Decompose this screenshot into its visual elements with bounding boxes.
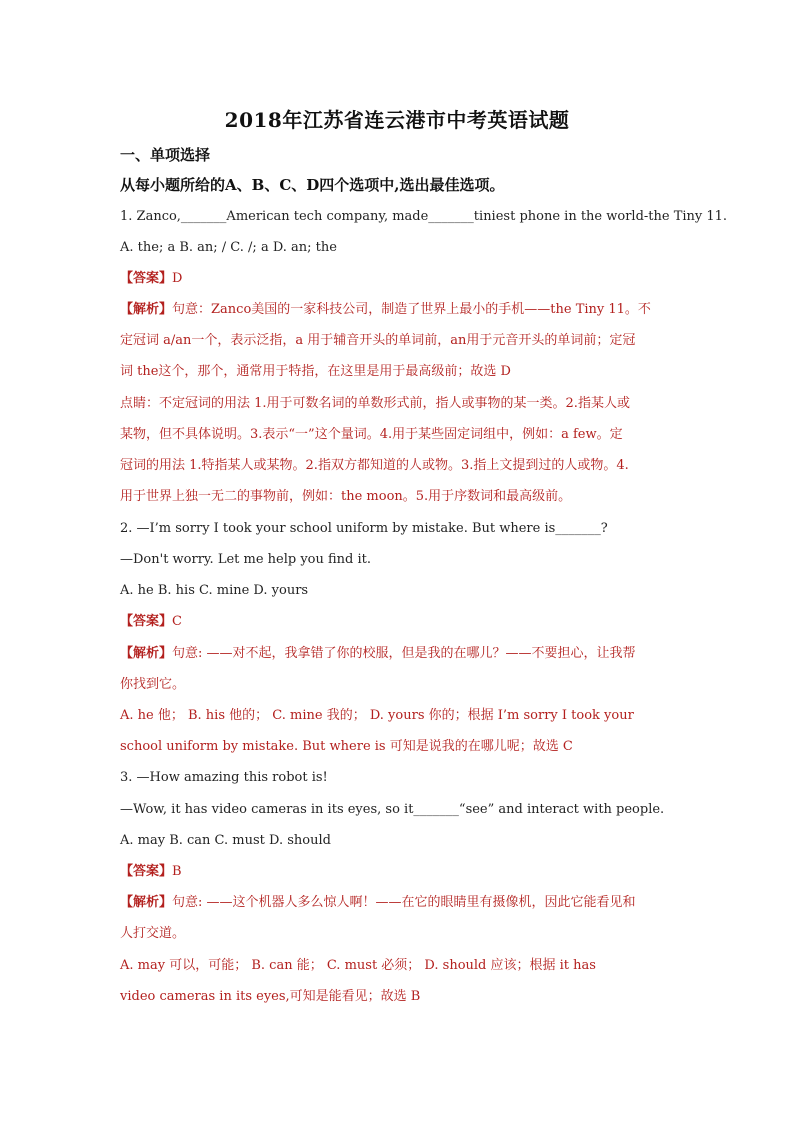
question-1-analysis-line xyxy=(120,301,651,319)
analysis-text: 句意：Zanco美国的一家科技公司，制造了世界上最小的手机——the Tiny 11。不 xyxy=(172,302,651,317)
question-1-note-line: 冠词的用法 1.特指某人或某物。2.指双方都知道的人或物。3.指上文提到过的人或物。4. xyxy=(120,458,629,473)
question-3-options: A. may B. can C. must D. should xyxy=(120,833,331,848)
document-title: 2018年江苏省连云港市中考英语试题 xyxy=(224,108,570,132)
question-3-analysis-line: A. may 可以，可能； B. can 能； C. must 必须； D. should 应该；根据 it has xyxy=(120,958,596,973)
answer-value: B xyxy=(172,864,182,879)
question-3-analysis-line: video cameras in its eyes,可知是能看见；故选 B xyxy=(120,989,421,1004)
answer-value: C xyxy=(172,614,182,629)
question-2-answer xyxy=(120,613,182,631)
analysis-tag: 【解析】 xyxy=(120,302,173,317)
question-3-stem: 3. —How amazing this robot is! xyxy=(120,770,328,785)
analysis-text: 句意: ——对不起，我拿错了你的校服，但是我的在哪儿？——不要担心，让我帮 xyxy=(172,646,636,661)
question-1-note-line: 某物，但不具体说明。3.表示“一”这个量词。4.用于某些固定词组中，例如：a few。定 xyxy=(120,427,623,442)
question-1-stem: 1. Zanco,_______American tech company, made_______tiniest phone in the world-the Tiny 11. xyxy=(120,209,728,224)
answer-tag: 【答案】 xyxy=(120,864,173,879)
question-1-note-line: 用于世界上独一无二的事物前，例如：the moon。5.用于序数词和最高级前。 xyxy=(120,489,572,504)
answer-value: D xyxy=(172,271,183,286)
question-1-options: A. the; a B. an; / C. /; a D. an; the xyxy=(120,240,337,255)
question-2-stem: 2. —I’m sorry I took your school uniform by mistake. But where is_______? xyxy=(120,521,608,536)
question-1-answer xyxy=(120,270,182,288)
instruction-text: 从每小题所给的A、B、C、D四个选项中,选出最佳选项。 xyxy=(120,176,505,194)
question-1-note-line: 点睛：不定冠词的用法 1.用于可数名词的单数形式前，指人或事物的某一类。2.指某人或 xyxy=(120,396,630,411)
answer-tag: 【答案】 xyxy=(120,614,173,629)
analysis-text: 句意: ——这个机器人多么惊人啊！——在它的眼睛里有摄像机，因此它能看见和 xyxy=(172,895,636,910)
question-2-options: A. he B. his C. mine D. yours xyxy=(120,583,309,598)
question-1-analysis-line: 词 the这个，那个，通常用于特指，在这里是用于最高级前；故选 D xyxy=(120,364,511,379)
question-3-analysis-line: 人打交道。 xyxy=(120,926,186,941)
question-2-analysis-line: A. he 他； B. his 他的； C. mine 我的； D. yours 你的；根据 I’m sorry I took your xyxy=(120,708,634,723)
question-2-analysis-line: school uniform by mistake. But where is 可知是说我的在哪儿呢；故选 C xyxy=(120,739,573,754)
answer-tag: 【答案】 xyxy=(120,271,173,286)
section-heading: 一、单项选择 xyxy=(120,146,211,164)
question-1-analysis-line: 定冠词 a/an一个，表示泛指，a 用于辅音开头的单词前，an用于元音开头的单词前；定冠 xyxy=(120,333,636,348)
question-2-analysis-line: 你找到它。 xyxy=(120,677,186,692)
question-2-reply: —Don't worry. Let me help you find it. xyxy=(120,552,372,567)
analysis-tag: 【解析】 xyxy=(120,646,173,661)
question-3-analysis-line xyxy=(120,894,636,912)
question-3-answer xyxy=(120,863,182,881)
question-2-analysis-line xyxy=(120,645,636,663)
analysis-tag: 【解析】 xyxy=(120,895,173,910)
question-3-reply: —Wow, it has video cameras in its eyes, so it_______“see” and interact with people. xyxy=(120,802,665,817)
